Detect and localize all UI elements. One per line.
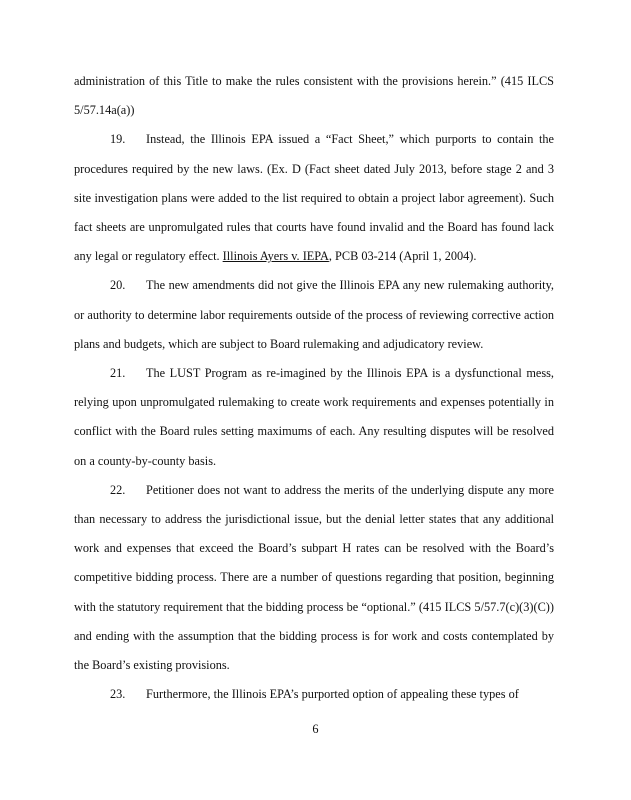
- paragraph-21: [74, 359, 554, 476]
- paragraph-text: Furthermore, the Illinois EPA’s purported option of appealing these types of: [146, 687, 519, 702]
- paragraph-number: 20.: [110, 278, 126, 293]
- document-body: [74, 67, 554, 709]
- paragraph-text: The new amendments did not give the Illinois EPA any new rulemaking authority, or authority to determine labor requirements outside of the process of reviewing corrective action plans and budgets, which are subject to Board rulemaking and adjudicatory review.: [74, 278, 554, 351]
- paragraph-number: 22.: [110, 482, 126, 497]
- paragraph-number: 19.: [110, 132, 126, 147]
- paragraph-23: [74, 680, 554, 709]
- continuation-text: administration of this Title to make the rules consistent with the provisions herein.” (415 ILCS 5/57.14a(a)): [74, 74, 554, 118]
- paragraph-19: [74, 125, 554, 271]
- continuation-paragraph: [74, 67, 554, 125]
- paragraph-22: [74, 476, 554, 680]
- page-number: 6: [312, 722, 319, 736]
- case-citation-name: Illinois Ayers v. IEPA: [222, 249, 329, 264]
- paragraph-text: Petitioner does not want to address the merits of the underlying dispute any more than necessary to address the jurisdictional issue, but the denial letter states that any additional work and expenses that exceed the Board’s subpart H rates can be resolved with the Board’s competitive bidding process. There are a number of questions regarding that position, beginning with the statutory requirement that the bidding process be “optional.” (415 ILCS 5/57.7(c)(3)(C)) and ending with the assumption that the bidding process is for work and costs contemplated by the Board’s existing provisions.: [74, 482, 554, 673]
- paragraph-20: [74, 271, 554, 359]
- paragraph-number: 23.: [110, 687, 126, 702]
- case-citation-details: , PCB 03-214 (April 1, 2004).: [328, 249, 477, 264]
- paragraph-text: Instead, the Illinois EPA issued a “Fact Sheet,” which purports to contain the procedures required by the new laws. (Ex. D (Fact sheet dated July 2013, before stage 2 and 3 site investigation plans were added to the list required to obtain a project labor agreement). Such fact sheets are unpromulgated rules that courts have found invalid and the Board has found lack any legal or regulatory effect.: [74, 132, 554, 264]
- paragraph-text: The LUST Program as re-imagined by the Illinois EPA is a dysfunctional mess, relying upon unpromulgated rulemaking to create work requirements and expenses potentially in conflict with the Board rules setting maximums of each. Any resulting disputes will be resolved on a county-by-county basis.: [74, 366, 554, 468]
- paragraph-number: 21.: [110, 366, 126, 381]
